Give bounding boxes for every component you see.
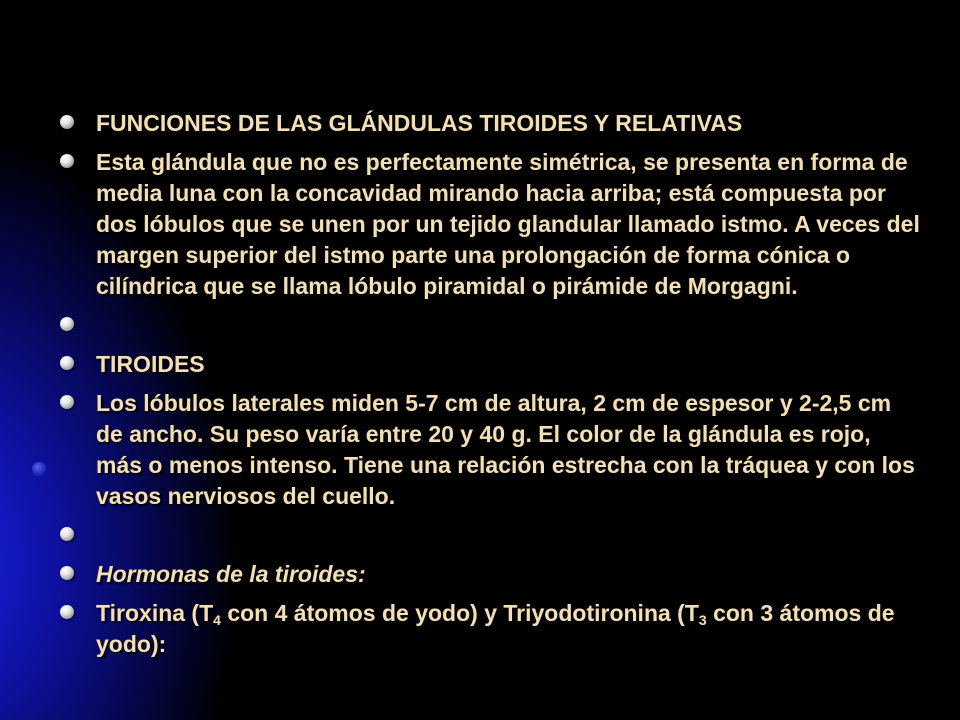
- list-item: [60, 388, 920, 512]
- list-item: [60, 147, 920, 302]
- t3-open: (T: [670, 600, 699, 626]
- t3-subscript: 3: [698, 612, 707, 628]
- paragraph-dimensions: Los lóbulos laterales miden 5-7 cm de altura, 2 cm de espesor y 2-2,5 cm de ancho. Su peso varía entre 20 y 40 g. El color de la glándula es rojo, más o menos intenso. Tiene una relación estrecha con la tráquea y con los vasos nerviosos del cuello.: [96, 390, 915, 509]
- list-item: [60, 559, 920, 590]
- paragraph-description: Esta glándula que no es perfectamente simétrica, se presenta en forma de media luna con la concavidad mirando hacia arriba; está compuesta por dos lóbulos que se unen por un tejido glandular llamado istmo. A veces del margen superior del istmo parte una prolongación de forma cónica o cilíndrica que se llama lóbulo piramidal o pirámide de Morgagni.: [96, 149, 920, 299]
- list-item: [60, 349, 920, 380]
- t4-name: Tiroxina: [96, 600, 186, 626]
- subheading-tiroides: TIROIDES: [96, 351, 205, 377]
- hormones-title: Hormonas de la tiroides:: [96, 561, 366, 587]
- list-item: [60, 598, 920, 660]
- t3-name: Triyodotironina: [503, 600, 671, 626]
- slide-heading: FUNCIONES DE LAS GLÁNDULAS TIROIDES Y RELATIVAS: [96, 110, 743, 136]
- bullet-icon: [60, 356, 74, 370]
- bullet-icon: [60, 317, 74, 331]
- t4-description: con 4 átomos de yodo) y: [220, 600, 504, 626]
- decorative-orb: [32, 462, 46, 476]
- t3-description: con 3 átomos de yodo):: [96, 600, 895, 657]
- t4-subscript: 4: [213, 612, 221, 628]
- t4-open: (T: [185, 600, 214, 626]
- bullet-list: [60, 108, 920, 660]
- bullet-icon: [60, 605, 74, 619]
- bullet-icon: [60, 566, 74, 580]
- bullet-icon: [60, 527, 74, 541]
- hormones-line: [96, 600, 895, 657]
- list-item: [60, 108, 920, 139]
- list-item-empty: [60, 310, 920, 341]
- bullet-icon: [60, 115, 74, 129]
- bullet-icon: [60, 395, 74, 409]
- bullet-icon: [60, 154, 74, 168]
- list-item-empty: [60, 520, 920, 551]
